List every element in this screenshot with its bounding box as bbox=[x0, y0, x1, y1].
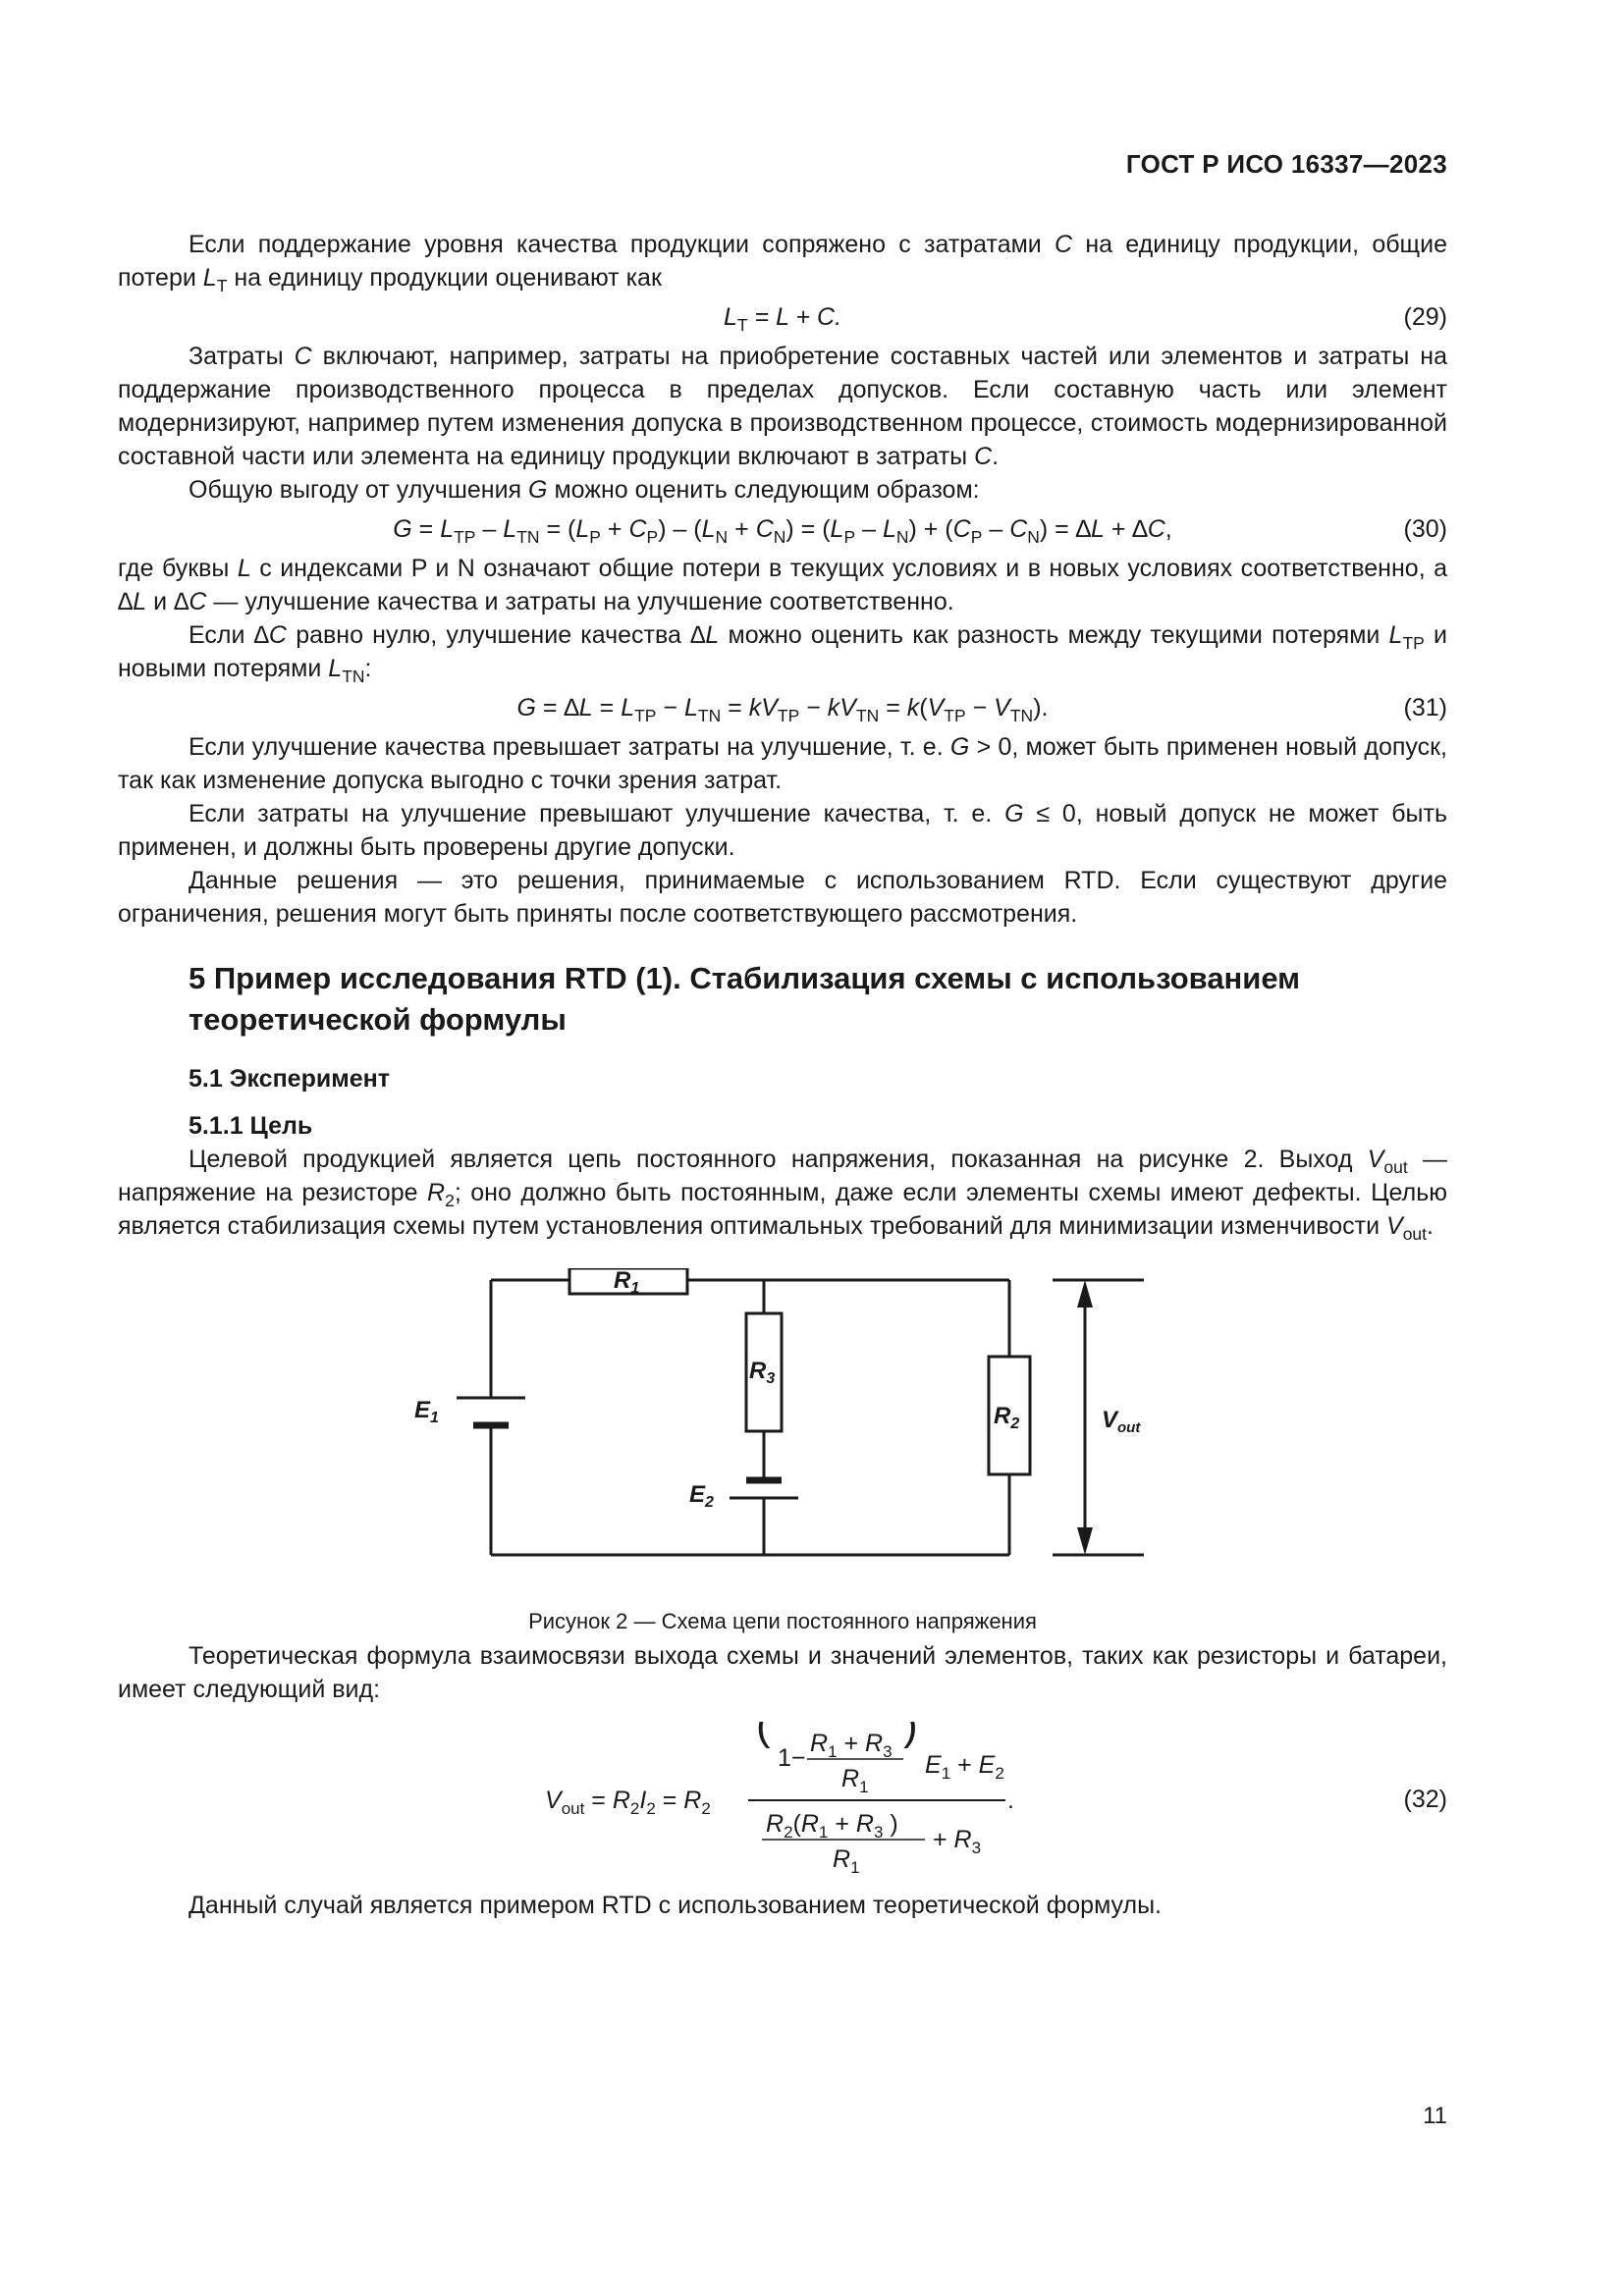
paragraph-costs-intro: Если поддержание уровня качества продукции сопряжено с затратами C на единицу продукции, общие потери $L_T$ на единицу продукции оценивают как bbox=[118, 231, 1447, 296]
section-5-1-heading: 5.1 Эксперимент bbox=[189, 1065, 390, 1093]
equation-number: (30) bbox=[1403, 515, 1447, 543]
paragraph-costs-include: Затраты C включают, например, затраты на приобретение составных частей или элементов и затраты на поддержание производственного процесса в пределах допусков. Если составную часть или элемент модернизируют, например путем изменения допуска в производственном процессе, стоимость модернизированной составной части или элемента на единицу продукции включают в затраты C. bbox=[118, 343, 1447, 470]
standard-header: ГОСТ Р ИСО 16337—2023 bbox=[1125, 149, 1447, 179]
equation-number: (31) bbox=[1403, 694, 1447, 721]
circuit-diagram bbox=[118, 1268, 1447, 1592]
figure-2-circuit bbox=[118, 1268, 1447, 1633]
paragraph-nonpositive-g: Если затраты на улучшение превышают улучшение качества, т. е. G ≤ 0, новый допуск не может быть применен, и должны быть проверены другие допуски. bbox=[118, 800, 1447, 861]
paragraph-decisions: Данные решения — это решения, принимаемые с использованием RTD. Если существуют другие ограничения, решения могут быть приняты после соответствующего рассмотрения. bbox=[118, 867, 1447, 928]
svg-text:+ R3: + $R_3$ bbox=[933, 1826, 982, 1857]
equation-31: $G = \Delta L = L_{TP} - L_{TN} = kV_{TP} - kV_{TN} = k(V_{TP} - V_{TN})$. (31) bbox=[118, 691, 1447, 724]
body-text bbox=[118, 228, 1447, 1922]
label-r2: $R_2$ bbox=[994, 1403, 1020, 1432]
paragraph-benefit: Общую выгоду от улучшения G можно оценить следующим образом: bbox=[189, 476, 980, 504]
paragraph-zero-cost: Если ∆C равно нулю, улучшение качества ∆L можно оценить как разность между текущими потерями $L_{TP}$ и новыми потерями $L_{TN}$: bbox=[118, 621, 1447, 687]
svg-text:E1 + E2: $E_1 + E_2$ bbox=[925, 1751, 1004, 1783]
label-r3: $R_3$ bbox=[749, 1358, 776, 1387]
paragraph-rtd-example: Данный случай является примером RTD с использованием теоретической формулы. bbox=[189, 1892, 1163, 1919]
svg-text:.: . bbox=[1007, 1787, 1014, 1814]
svg-text:(: ( bbox=[756, 1722, 771, 1749]
figure-caption: Рисунок 2 — Схема цепи постоянного напряжения bbox=[528, 1609, 1037, 1633]
svg-text:R1 + R3: $R_1 + R_3$ bbox=[810, 1730, 893, 1761]
equation-32-formula bbox=[118, 1722, 1447, 1879]
paragraph-theoretical-formula: Теоретическая формула взаимосвязи выхода схемы и значений элементов, таких как резисторы и батареи, имеет следующий вид: bbox=[118, 1642, 1447, 1703]
equation-30: $G = L_{TP} - L_{TN} = (L_P + C_P) - (L_N + C_N) = (L_P - L_N) + (C_P - C_N) = \Delta L + \Delta C$, (30) bbox=[118, 512, 1447, 546]
equation-29: $L_T = L + C$. (29) bbox=[118, 300, 1447, 334]
label-e1: $E_1$ bbox=[414, 1397, 439, 1426]
svg-text:Vout = R2I2 = R2: $V_{out} = R_2I_2 = R_2$ bbox=[545, 1787, 711, 1818]
label-vout: $V_{out}$ bbox=[1102, 1407, 1141, 1436]
equation-number: (32) bbox=[1403, 1786, 1447, 1813]
paragraph-positive-g: Если улучшение качества превышает затраты на улучшение, т. е. G > 0, может быть применен новый допуск, так как изменение допуска выгодно с точки зрения затрат. bbox=[118, 733, 1447, 794]
arrow-head-up bbox=[1077, 1280, 1093, 1308]
equation-32 bbox=[118, 1722, 1447, 1879]
section-5-1-1-heading: 5.1.1 Цель bbox=[189, 1112, 313, 1140]
page-number: 11 bbox=[1423, 2103, 1447, 2129]
paragraph-goal: Целевой продукцией является цепь постоянного напряжения, показанная на рисунке 2. Выход $V_{out}$ — напряжение на резисторе $R_2$; оно должно быть постоянным, даже если элементы схемы имеют дефекты. Целью является стабилизация схемы путем установления оптимальных требований для минимизации изменчивости $V_{out}$. bbox=[118, 1146, 1447, 1245]
equation-number: (29) bbox=[1403, 303, 1447, 331]
arrow-head-down bbox=[1077, 1527, 1093, 1555]
svg-text:): ) bbox=[903, 1722, 918, 1749]
label-r1: $R_1$ bbox=[614, 1268, 640, 1297]
svg-text:1−: 1− bbox=[778, 1744, 806, 1772]
svg-text:R2(R1 + R3 ): $R_2(R_1 + R_3$ ) bbox=[766, 1810, 898, 1842]
paragraph-indices: где буквы L с индексами P и N означают общие потери в текущих условиях и в новых условиях соответственно, а ∆L и ∆C — улучшение качества и затраты на улучшение соответственно. bbox=[118, 555, 1447, 615]
svg-text:R1: $R_1$ bbox=[841, 1765, 869, 1796]
section-5-heading: 5 Пример исследования RTD (1). Стабилизация схемы с использованием теоретической формулы bbox=[189, 961, 1301, 1037]
svg-text:R1: $R_1$ bbox=[833, 1845, 860, 1877]
label-e2: $E_2$ bbox=[689, 1481, 714, 1511]
